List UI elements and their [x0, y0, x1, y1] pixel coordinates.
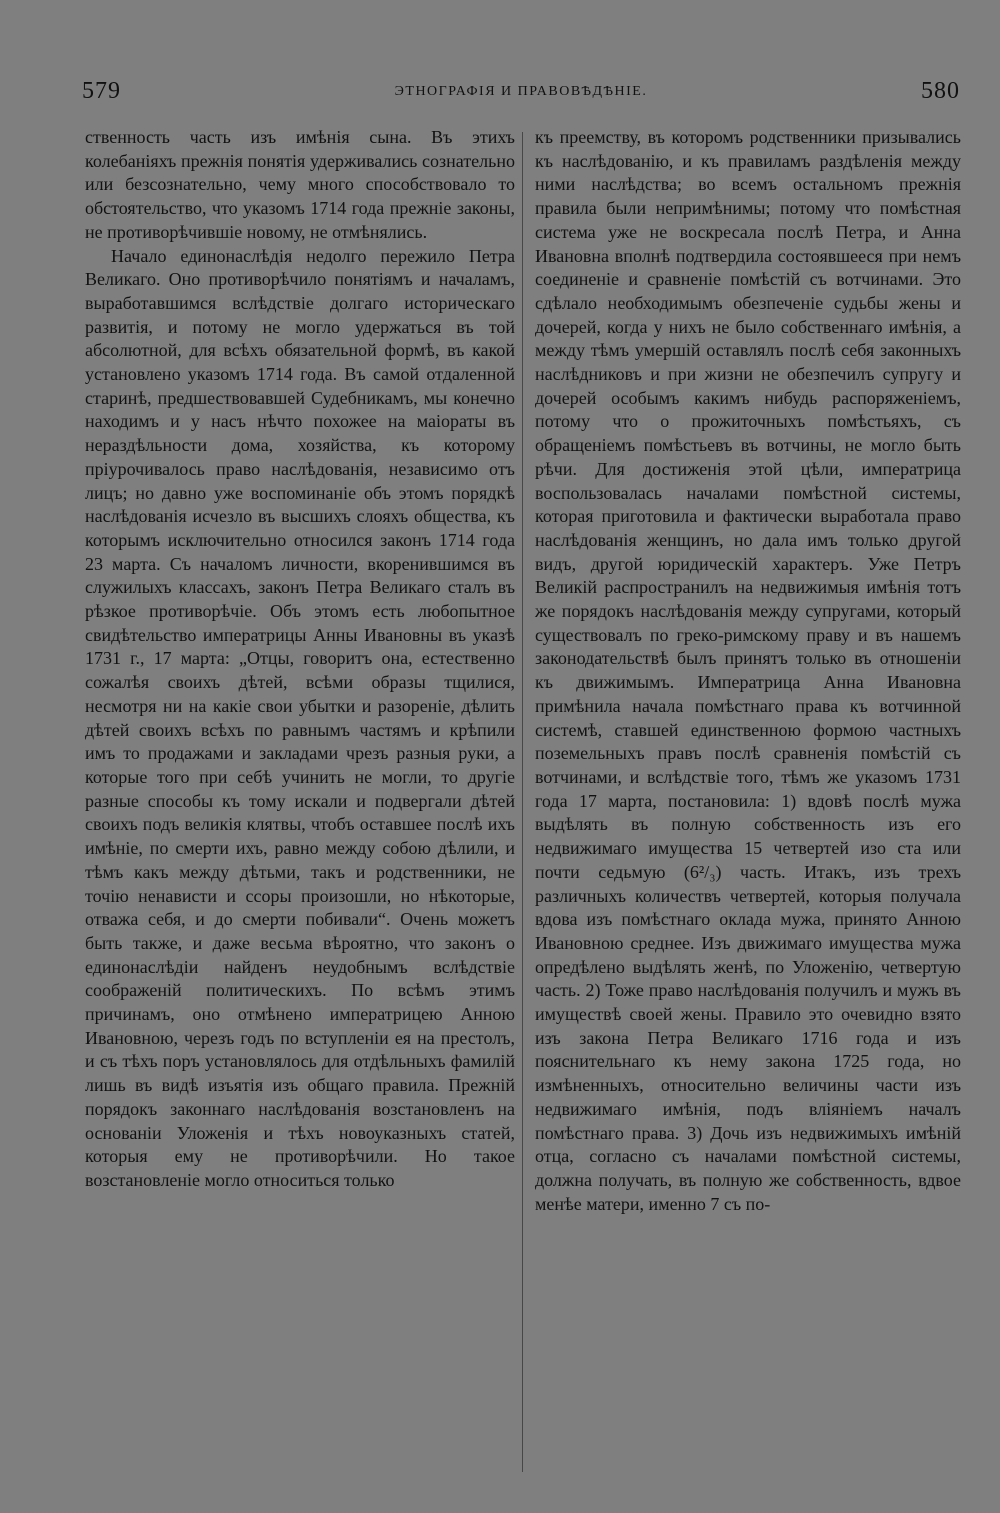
left-paragraph-1: ственность часть изъ имѣнія сына. Въ этихъ колебаніяхъ прежнія понятія удерживались сознательно или безсознательно, чему много способствовало то обстоятельство, что указомъ 1714 года прежніе законы, не противорѣчившіе новому, не отмѣнялись. [85, 127, 515, 242]
running-title: ЭТНОГРАФІЯ И ПРАВОВѢДѢНІЕ. [394, 84, 648, 99]
right-paragraph-1: къ преемству, въ которомъ родственники призывались къ наслѣдованію, и къ правиламъ раздѣленія между ними наслѣдства; во всемъ остальномъ прежнія правила были непримѣнимы; потому что помѣстная система уже не воскресала послѣ Петра, и Анна Ивановна вполнѣ подтвердила состоявшееся при немъ соединеніе и сравненіе помѣстій съ вотчинами. Это сдѣлало необходимымъ обезпеченіе судьбы жены и дочерей, когда у нихъ не было собственнаго имѣнія, а между тѣмъ умершій оставлялъ послѣ себя законныхъ наслѣдниковъ и при жизни не обезпечилъ супругу и дочерей особымъ какимъ нибудь распоряженіемъ, потому что о прожиточныхъ помѣстьяхъ, съ обращеніемъ помѣстьевъ въ вотчины, не могло быть рѣчи. Для достиженія этой цѣли, императрица воспользовалась началами помѣстной системы, которая приготовила и фактически выработала право наслѣдованія женщинъ, но дала имъ только другой видъ, другой юридическій характеръ. Уже Петръ Великій распространилъ на недвижимыя имѣнія тотъ же порядокъ наслѣдованія между супругами, который существовалъ по греко-римскому праву и въ нашемъ законодательствѣ былъ принятъ только въ отношеніи къ движимымъ. Императрица Анна Ивановна примѣнила начала помѣстнаго права къ вотчинной системѣ, ставшей единственною формою частныхъ поземельныхъ правъ послѣ сравненія помѣстій съ вотчинами, и вслѣдствіе того, тѣмъ же указомъ 1731 года 17 марта, постановила: 1) вдовѣ послѣ мужа выдѣлять въ полную собственность изъ его недвижимаго имущества 15 четвертей изо ста или почти седьмую (6²/₃) часть. Итакъ, изъ трехъ различныхъ количествъ четвертей, которыя получала вдова изъ помѣстнаго оклада мужа, принято Анною Ивановною среднее. Изъ движимаго имущества мужа опредѣлено выдѣлять женѣ, по Уложенію, четвертую часть. 2) Тоже право наслѣдованія получилъ и мужъ въ имуществѣ своей жены. Правило это очевидно взято изъ закона Петра Великаго 1716 года и изъ пояснительнаго къ нему закона 1725 года, но измѣненныхъ, относительно величины части изъ недвижимаго имѣнія, подъ вліяніемъ началъ помѣстнаго права. 3) Дочь изъ недвижимыхъ имѣній отца, согласно съ началами помѣстной системы, должна получать, въ полную же собственность, вдвое менѣе матери, именно 7 съ по- [535, 127, 961, 1214]
right-column [535, 126, 961, 1216]
page-number-right: 580 [921, 78, 960, 104]
page-number-left: 579 [82, 78, 121, 104]
left-column [85, 126, 515, 1193]
column-divider [522, 132, 523, 1472]
left-paragraph-2: Начало единонаслѣдія недолго пережило Петра Великаго. Оно противорѣчило понятіямъ и началамъ, выработавшимся вслѣдствіе долгаго историческаго развитія, и потому не могло удержаться въ той абсолютной, для всѣхъ обязательной формѣ, въ какой установлено указомъ 1714 года. Въ самой отдаленной старинѣ, предшествовавшей Судебникамъ, мы конечно находимъ и у насъ нѣчто похожее на маіораты въ нераздѣльности дома, хозяйства, къ которому пріурочивалось право наслѣдованія, независимо отъ лицъ; но давно уже воспоминаніе объ этомъ порядкѣ наслѣдованія исчезло въ высшихъ слояхъ общества, къ которымъ исключительно относился законъ 1714 года 23 марта. Съ началомъ личности, вкоренившимся въ служилыхъ классахъ, законъ Петра Великаго сталъ въ рѣзкое противорѣчіе. Объ этомъ есть любопытное свидѣтельство императрицы Анны Ивановны въ указѣ 1731 г., 17 марта: „Отцы, говоритъ она, естественно сожалѣя своихъ дѣтей, всѣми образы тщилися, несмотря ни на какіе свои убытки и разореніе, дѣлить дѣтей своихъ всѣхъ по равнымъ частямъ и крѣпили имъ то продажами и закладами чрезъ разныя руки, а которые того при себѣ учинить не могли, то другіе разные способы къ тому искали и подвергали дѣтей своихъ подъ великія клятвы, чтобъ оставшее послѣ ихъ имѣніе, по смерти ихъ, равно между собою дѣлили, и тѣмъ какъ между дѣтьми, такъ и родственники, не точію ненависти и ссоры произошли, но нѣкоторые, отважа себя, и до смерти побивали“. Очень можетъ быть также, и даже весьма вѣроятно, что законъ о единонаслѣдіи найденъ неудобнымъ вслѣдствіе соображеній политическихъ. По всѣмъ этимъ причинамъ, оно отмѣнено императрицею Анною Ивановною, черезъ годъ по вступленіи ея на престолъ, и съ тѣхъ поръ установлялось для отдѣльныхъ фамилій лишь въ видѣ изъятія изъ общаго правила. Прежній порядокъ законнаго наслѣдованія возстановленъ на основаніи Уложенія и тѣхъ новоуказныхъ статей, которыя ему не противорѣчили. Но такое возстановленіе могло относиться только [85, 245, 515, 1190]
page-header [82, 78, 960, 112]
